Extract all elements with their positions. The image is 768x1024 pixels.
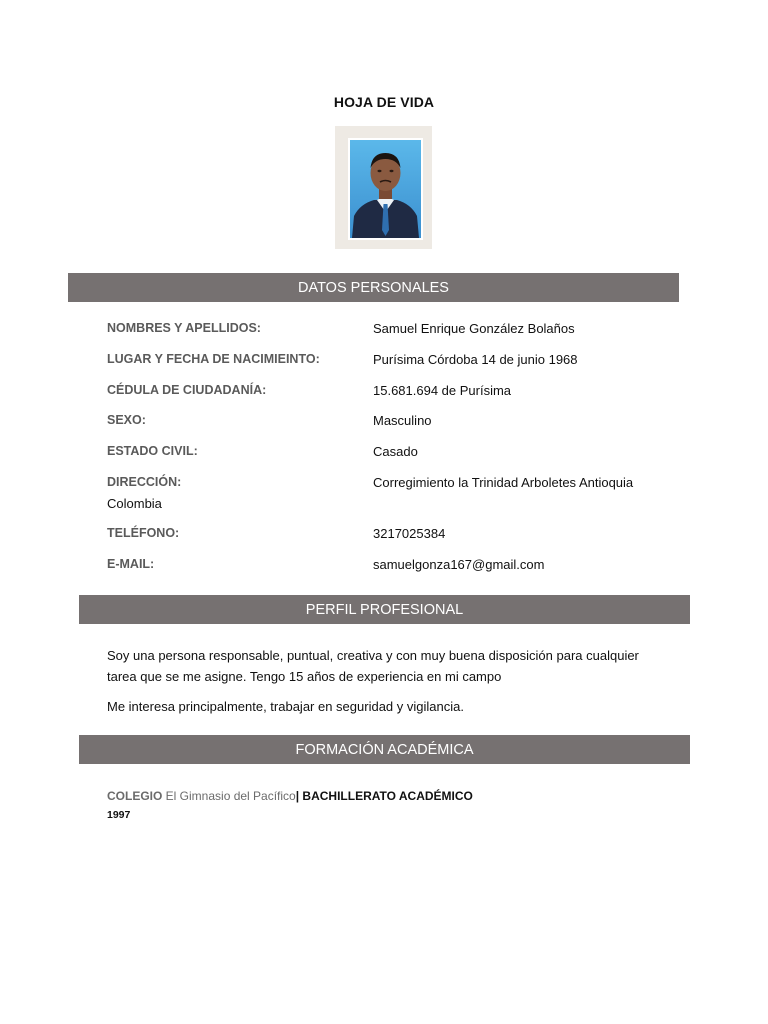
education-school-prefix: COLEGIO bbox=[107, 789, 163, 803]
section-datos-personales: DATOS PERSONALES bbox=[68, 273, 679, 302]
education-school bbox=[107, 789, 296, 803]
label-direccion: DIRECCIÓN: bbox=[107, 475, 182, 489]
label-nombres: NOMBRES Y APELLIDOS: bbox=[107, 321, 261, 335]
education-year: 1997 bbox=[107, 809, 131, 821]
value-sexo: Masculino bbox=[373, 413, 432, 428]
value-direccion-continuation: Colombia bbox=[107, 496, 162, 511]
profile-photo-frame bbox=[335, 126, 432, 249]
value-nombres: Samuel Enrique González Bolaños bbox=[373, 321, 575, 336]
section-formacion-academica: FORMACIÓN ACADÉMICA bbox=[79, 735, 690, 764]
perfil-paragraph-1: Soy una persona responsable, puntual, creativa y con muy buena disposición para cualquier tarea que se me asigne. Tengo 15 años de experiencia en mi campo bbox=[107, 648, 639, 684]
page-title: HOJA DE VIDA bbox=[333, 94, 435, 110]
label-nacimiento: LUGAR Y FECHA DE NACIMIEINTO: bbox=[107, 352, 320, 366]
value-estado-civil: Casado bbox=[373, 444, 418, 459]
education-school-name: El Gimnasio del Pacífico bbox=[162, 789, 296, 803]
perfil-paragraph-2: Me interesa principalmente, trabajar en seguridad y vigilancia. bbox=[107, 699, 464, 714]
value-direccion: Corregimiento la Trinidad Arboletes Antioquia bbox=[373, 475, 634, 490]
label-telefono: TELÉFONO: bbox=[107, 526, 180, 540]
label-estado-civil: ESTADO CIVIL: bbox=[107, 444, 198, 458]
value-telefono: 3217025384 bbox=[373, 526, 446, 541]
value-cedula: 15.681.694 de Purísima bbox=[373, 383, 512, 398]
education-degree: | BACHILLERATO ACADÉMICO bbox=[295, 789, 473, 803]
profile-photo bbox=[348, 138, 423, 240]
label-cedula: CÉDULA DE CIUDADANÍA: bbox=[107, 383, 267, 397]
value-email: samuelgonza167@gmail.com bbox=[373, 557, 545, 572]
label-email: E-MAIL: bbox=[107, 557, 155, 571]
education-entry bbox=[107, 789, 473, 803]
profile-photo-image bbox=[350, 140, 421, 238]
label-sexo: SEXO: bbox=[107, 413, 146, 427]
value-nacimiento: Purísima Córdoba 14 de junio 1968 bbox=[373, 352, 578, 367]
section-perfil-profesional: PERFIL PROFESIONAL bbox=[79, 595, 690, 624]
